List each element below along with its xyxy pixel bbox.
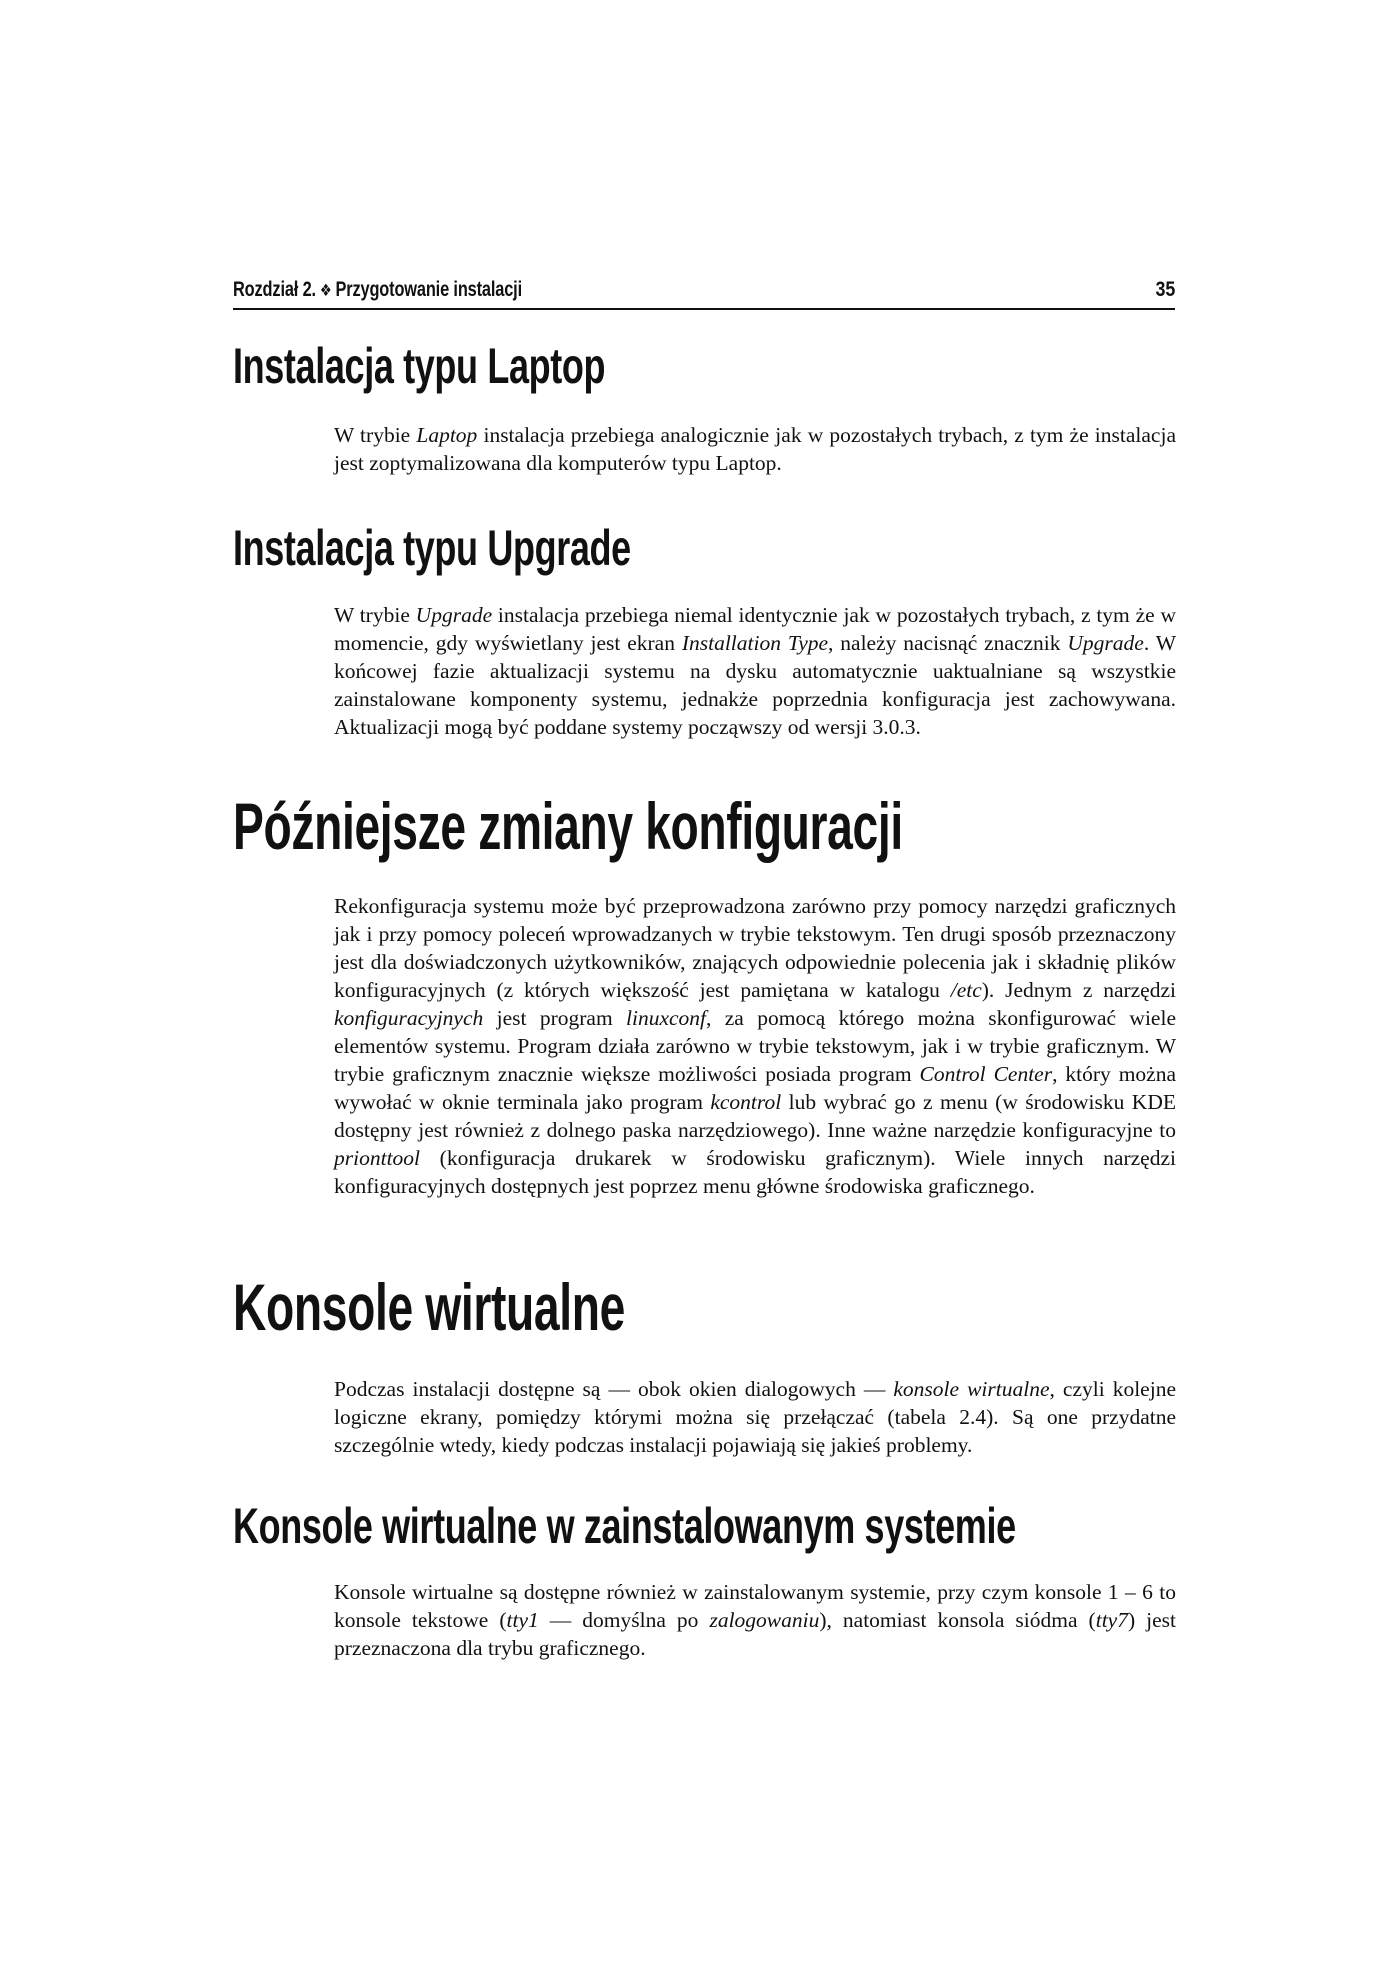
paragraph-config-changes: Rekonfiguracja systemu może być przeprowadzona zarówno przy pomocy narzędzi graficznych jak i przy pomocy poleceń wprowadzanych w trybie tekstowym. Ten drugi sposób przeznaczony jest dla doświadczonych użytkowników, znających odpowiednie polecenia jak i składnię plików konfiguracyjnych (z których większość jest pamiętana w katalogu /etc). Jednym z narzędzi konfiguracyjnych jest program linuxconf, za pomocą którego można skonfigurować wiele elementów systemu. Program działa zarówno w trybie tekstowym, jak i w trybie graficznym. W trybie graficznym znacznie większe możliwości posiada program Control Center, który można wywołać w oknie terminala jako program kcontrol lub wybrać go z menu (w środowisku KDE dostępny jest również z dolnego paska narzędziowego). Inne ważne narzędzie konfiguracyjne to prionttool (konfiguracja drukarek w środowisku graficznym). Wiele innych narzędzi konfiguracyjnych dostępnych jest poprzez menu główne środowiska graficznego. [334,894,1176,1198]
italic-term: tty7 [1095,1608,1128,1632]
running-header-title [233,278,522,302]
italic-term: kcontrol [710,1090,782,1114]
italic-term: Laptop [416,423,478,447]
italic-term: konfiguracyjnych [334,1006,484,1030]
italic-term: tty1 [506,1608,539,1632]
heading-config-changes: Późniejsze zmiany konfiguracji [233,789,903,863]
chapter-label: Rozdział 2. [233,278,316,301]
italic-term: Upgrade [1067,631,1144,655]
italic-term: Upgrade [415,603,493,627]
heading-upgrade: Instalacja typu Upgrade [233,520,631,576]
italic-term: konsole wirtualne [893,1377,1050,1401]
italic-term: Control Center [919,1062,1053,1086]
paragraph-virtual-consoles: Podczas instalacji dostępne są — obok okien dialogowych — konsole wirtualne, czyli kolejne logiczne ekrany, pomiędzy którymi można się przełączać (tabela 2.4). Są one przydatne szczególnie wtedy, kiedy podczas instalacji pojawiają się jakieś problemy. [334,1377,1176,1457]
paragraph-installed-consoles: Konsole wirtualne są dostępne również w zainstalowanym systemie, przy czym konsole 1 – 6 to konsole tekstowe (tty1 — domyślna po zalogowaniu), natomiast konsola siódma (tty7) jest przeznaczona dla trybu graficznego. [334,1580,1177,1660]
italic-term: /etc [950,978,982,1002]
running-header [233,274,1175,310]
paragraph-upgrade: W trybie Upgrade instalacja przebiega niemal identycznie jak w pozostałych trybach, z tym że w momencie, gdy wyświetlany jest ekran Installation Type, należy nacisnąć znacznik Upgrade. W końcowej fazie aktualizacji systemu na dysku automatycznie uaktualniane są wszystkie zainstalowane komponenty systemu, jednakże poprzednia konfiguracja jest zachowywana. Aktualizacji mogą być poddane systemy począwszy od wersji 3.0.3. [334,603,1177,739]
page-number: 35 [1155,278,1175,301]
italic-term: zalogowaniu [709,1608,820,1632]
italic-term: Installation Type [681,631,829,655]
heading-laptop: Instalacja typu Laptop [233,338,606,394]
heading-installed-consoles: Konsole wirtualne w zainstalowanym systemie [233,1498,1016,1554]
italic-term: prionttool [334,1146,421,1170]
italic-term: linuxconf [626,1006,707,1030]
diamond-icon: ❖ [319,281,332,300]
section-label: Przygotowanie instalacji [335,278,522,301]
paragraph-laptop: W trybie Laptop instalacja przebiega analogicznie jak w pozostałych trybach, z tym że instalacja jest zoptymalizowana dla komputerów typu Laptop. [334,423,1176,475]
heading-virtual-consoles: Konsole wirtualne [233,1270,625,1344]
